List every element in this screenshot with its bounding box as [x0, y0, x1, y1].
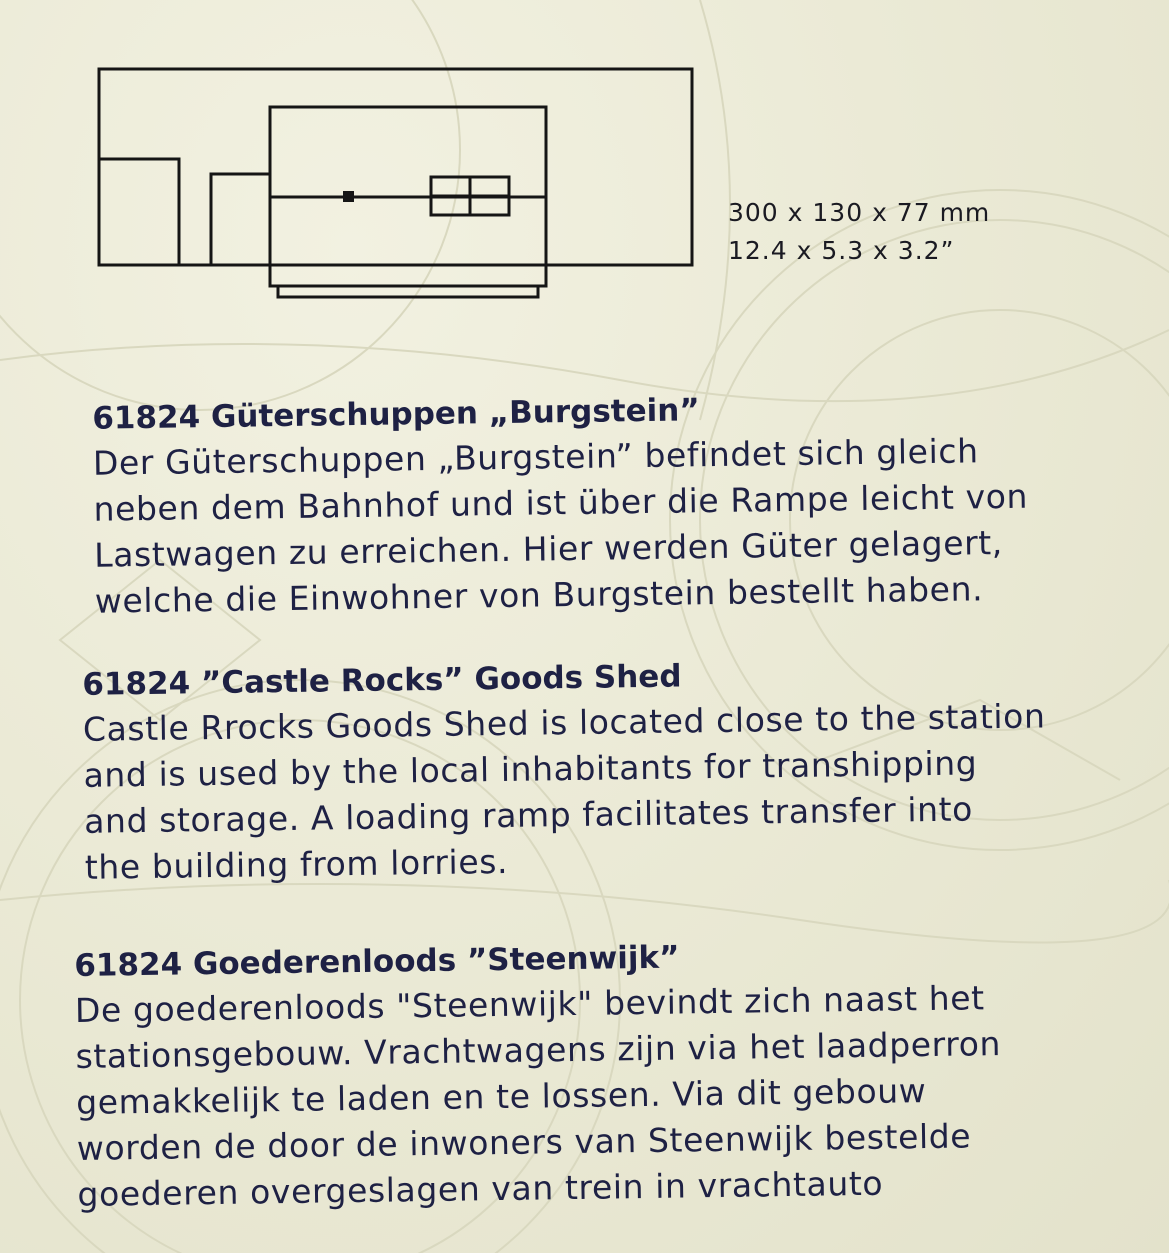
dimensions-block [728, 194, 990, 270]
floor-plan-drawing [0, 0, 1169, 320]
plan-ramp [278, 286, 538, 297]
dimensions-imperial: 12.4 x 5.3 x 3.2” [728, 236, 955, 265]
paragraph-line: goederen overgeslagen van trein in vrachtauto [77, 1163, 884, 1214]
section-title: 61824 Goederenloods ”Steenwijk” [74, 939, 680, 984]
paragraph-line: stationsgebouw. Vrachtwagens zijn via het laadperron [75, 1024, 1002, 1076]
paragraph-line: worden de door de inwoners van Steenwijk bestelde [76, 1116, 972, 1168]
section-german [0, 381, 1169, 626]
paragraph-line: and storage. A loading ramp facilitates transfer into [83, 789, 974, 841]
paragraph-line: De goederenloods "Steenwijk" bevindt zich naast het [74, 978, 985, 1030]
paragraph-line: welche die Einwohner von Burgstein bestellt haben. [94, 569, 984, 621]
paragraph-line: Der Güterschuppen „Burgstein” befindet sich gleich [92, 431, 979, 483]
paragraph-line: neben dem Bahnhof und ist über die Rampe leicht von [93, 476, 1029, 529]
section-dutch [0, 928, 1169, 1219]
dimensions-metric: 300 x 130 x 77 mm [728, 198, 991, 227]
section-title: 61824 ”Castle Rocks” Goods Shed [82, 658, 682, 703]
paragraph-line: Lastwagen zu erreichen. Hier werden Güter gelagert, [93, 523, 1004, 575]
plan-left-room [99, 159, 179, 265]
section-title: 61824 Güterschuppen „Burgstein” [92, 392, 700, 437]
paragraph-line: Castle Rrocks Goods Shed is located close to the station [82, 696, 1046, 749]
plan-middle-room [211, 174, 270, 265]
plan-outer-outline [99, 69, 692, 265]
section-english [0, 647, 1169, 892]
plan-door-marker [343, 191, 354, 202]
paragraph-line: and is used by the local inhabitants for transhipping [83, 743, 978, 795]
paragraph-line: the building from lorries. [84, 841, 509, 887]
paragraph-line: gemakkelijk te laden en te lossen. Via dit gebouw [75, 1071, 927, 1122]
